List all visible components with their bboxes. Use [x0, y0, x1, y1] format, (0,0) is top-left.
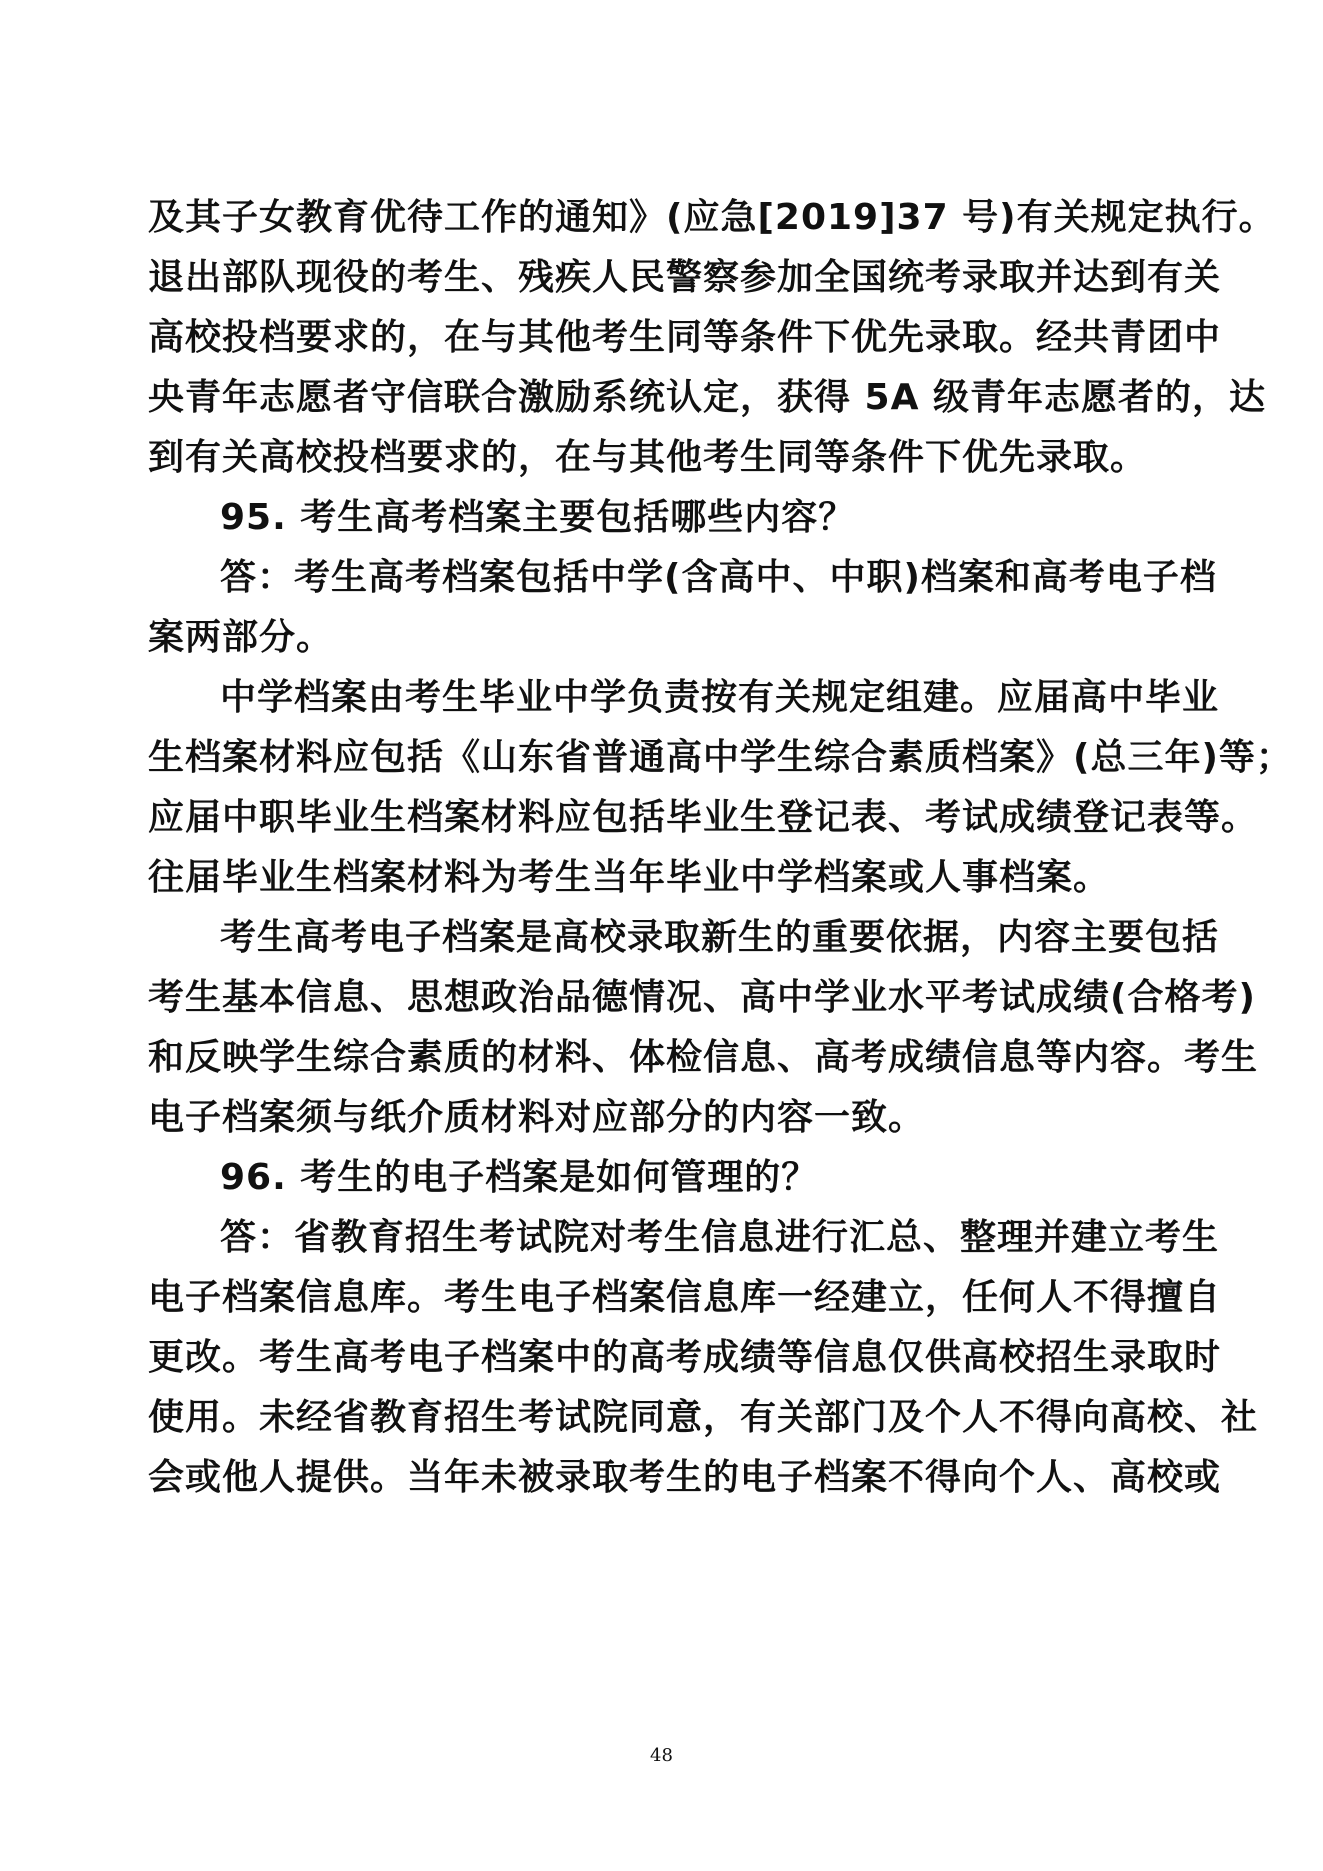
paragraph-start: 中学档案由考生毕业中学负责按有关规定组建。应届高中毕业	[220, 677, 1220, 718]
text-line: 考生基本信息、思想政治品德情况、高中学业水平考试成绩(合格考)	[148, 977, 1256, 1018]
text-line: 应届中职毕业生档案材料应包括毕业生登记表、考试成绩登记表等。	[148, 797, 1259, 838]
text-line: 和反映学生综合素质的材料、体检信息、高考成绩信息等内容。考生	[148, 1037, 1259, 1078]
text-line: 生档案材料应包括《山东省普通高中学生综合素质档案》(总三年)等；	[148, 737, 1293, 778]
answer-line: 答：省教育招生考试院对考生信息进行汇总、整理并建立考生	[220, 1217, 1220, 1258]
text-line: 高校投档要求的，在与其他考生同等条件下优先录取。经共青团中	[148, 317, 1222, 358]
question-heading: 95. 考生高考档案主要包括哪些内容？	[220, 497, 856, 538]
text-line: 使用。未经省教育招生考试院同意，有关部门及个人不得向高校、社	[148, 1397, 1259, 1438]
page-number: 48	[650, 1745, 673, 1766]
text-line: 电子档案须与纸介质材料对应部分的内容一致。	[148, 1097, 926, 1138]
text-line: 案两部分。	[148, 617, 334, 658]
text-line: 央青年志愿者守信联合激励系统认定，获得 5A 级青年志愿者的，达	[148, 377, 1266, 418]
text-line: 及其子女教育优待工作的通知》(应急[2019]37 号)有关规定执行。	[148, 197, 1276, 238]
text-line: 到有关高校投档要求的，在与其他考生同等条件下优先录取。	[148, 437, 1148, 478]
text-line: 电子档案信息库。考生电子档案信息库一经建立，任何人不得擅自	[148, 1277, 1222, 1318]
text-line: 更改。考生高考电子档案中的高考成绩等信息仅供高校招生录取时	[148, 1337, 1222, 1378]
text-line: 往届毕业生档案材料为考生当年毕业中学档案或人事档案。	[148, 857, 1111, 898]
question-heading: 96. 考生的电子档案是如何管理的？	[220, 1157, 819, 1198]
answer-line: 答：考生高考档案包括中学(含高中、中职)档案和高考电子档	[220, 557, 1217, 598]
text-line: 退出部队现役的考生、残疾人民警察参加全国统考录取并达到有关	[148, 257, 1222, 298]
text-line: 会或他人提供。当年未被录取考生的电子档案不得向个人、高校或	[148, 1457, 1222, 1498]
paragraph-start: 考生高考电子档案是高校录取新生的重要依据，内容主要包括	[220, 917, 1220, 958]
